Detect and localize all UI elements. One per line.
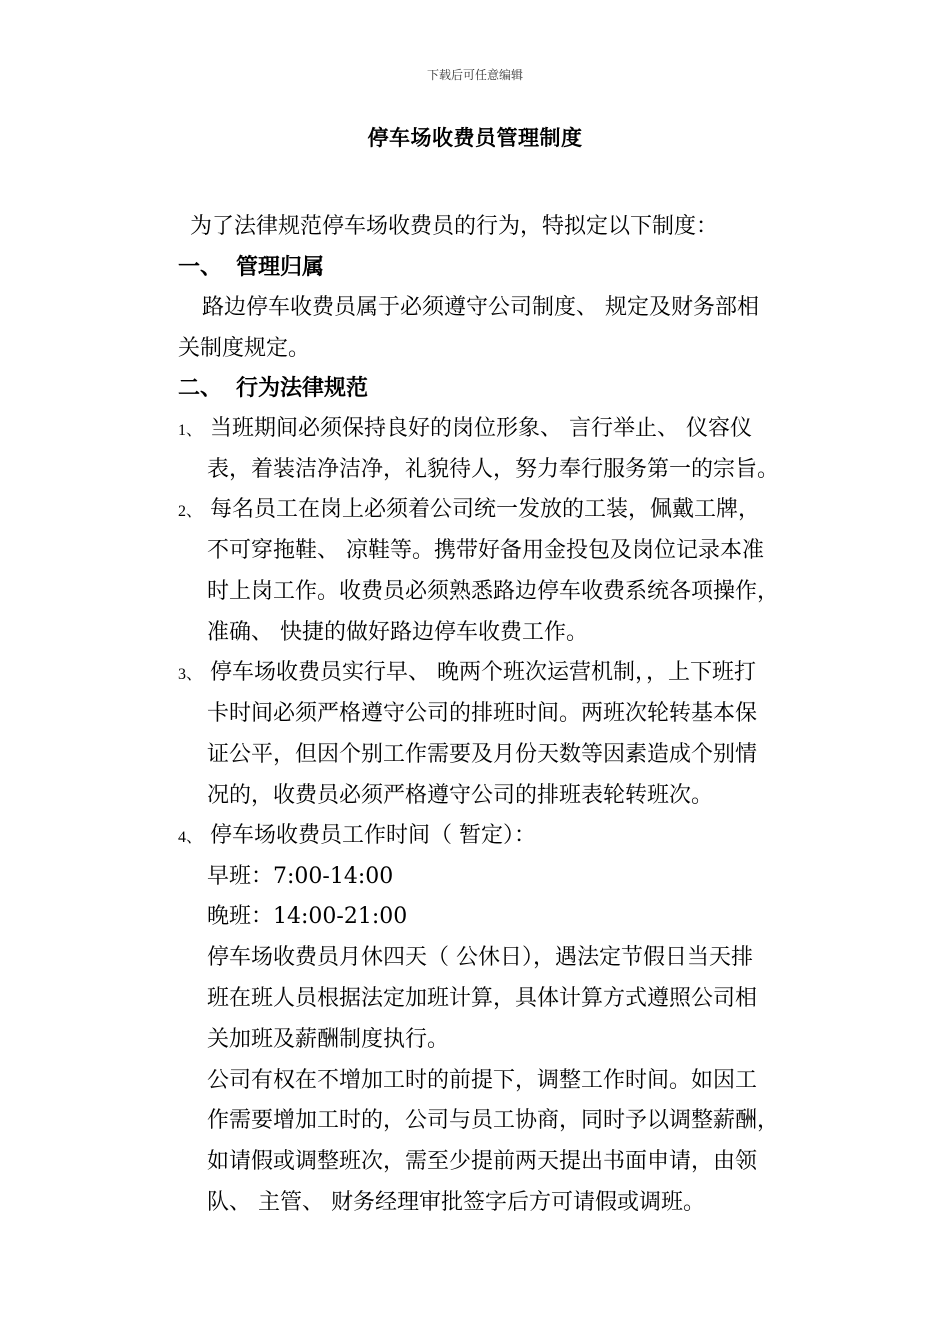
section-2-heading xyxy=(178,374,368,404)
item-4-line: 如请假或调整班次，需至少提前两天提出书面申请，由领 xyxy=(207,1149,758,1174)
item-4-number: 4、 xyxy=(178,829,203,846)
document-title: 停车场收费员管理制度 xyxy=(367,125,583,150)
item-1-line: 当班期间必须保持良好的岗位形象、 言行举止、 仪容仪 xyxy=(210,416,752,441)
item-4-line: 作需要增加工时的，公司与员工协商，同时予以调整薪酬， xyxy=(207,1108,780,1133)
item-1-number: 1、 xyxy=(178,422,203,439)
section-1-heading xyxy=(178,253,324,283)
item-4-line: 停车场收费员月休四天（ 公休日），遇法定节假日当天排 xyxy=(207,945,753,970)
section-1-title: 管理归属 xyxy=(236,255,325,280)
item-4-line: 队、 主管、 财务经理审批签字后方可请假或调班。 xyxy=(207,1190,705,1215)
header-note: 下载后可任意编辑 xyxy=(426,68,523,82)
section-1-line: 关制度规定。 xyxy=(178,336,311,361)
item-3-line: 证公平，但因个别工作需要及月份天数等因素造成个别情 xyxy=(207,742,758,767)
section-1-number: 一、 xyxy=(178,255,223,280)
item-3-line: 卡时间必须严格遵守公司的排班时间。两班次轮转基本保 xyxy=(207,701,758,726)
item-3-number: 3、 xyxy=(178,666,203,683)
section-2-number: 二、 xyxy=(178,376,223,401)
item-1-line: 表，着装洁净洁净，礼貌待人，努力奉行服务第一的宗旨。 xyxy=(207,457,780,482)
item-2-line: 每名员工在岗上必须着公司统一发放的工装，佩戴工牌， xyxy=(210,497,761,522)
section-2-title: 行为法律规范 xyxy=(236,376,369,401)
item-4-line: 公司有权在不增加工时的前提下，调整工作时间。如因工 xyxy=(207,1068,758,1093)
item-4-line: 早班：7:00-14:00 xyxy=(207,864,394,889)
item-3-line: 停车场收费员实行早、 晚两个班次运营机制，，上下班打 xyxy=(210,660,756,685)
intro-paragraph: 为了法律规范停车场收费员的行为，特拟定以下制度： xyxy=(190,214,719,239)
item-3-line: 况的，收费员必须严格遵守公司的排班表轮转班次。 xyxy=(207,783,714,808)
item-2-line: 准确、 快捷的做好路边停车收费工作。 xyxy=(207,620,588,645)
item-4-line: 关加班及薪酬制度执行。 xyxy=(207,1027,450,1052)
section-1-line: 路边停车收费员属于必须遵守公司制度、 规定及财务部相 xyxy=(202,295,759,320)
item-2-number: 2、 xyxy=(178,503,203,520)
item-2-line: 不可穿拖鞋、 凉鞋等。携带好备用金投包及岗位记录本准 xyxy=(207,538,764,563)
item-4-line: 班在班人员根据法定加班计算，具体计算方式遵照公司相 xyxy=(207,986,758,1011)
item-4-line: 晚班：14:00-21:00 xyxy=(207,904,408,929)
item-2-line: 时上岗工作。收费员必须熟悉路边停车收费系统各项操作， xyxy=(207,579,780,604)
item-4-line: 停车场收费员工作时间（ 暂定）： xyxy=(210,823,536,848)
